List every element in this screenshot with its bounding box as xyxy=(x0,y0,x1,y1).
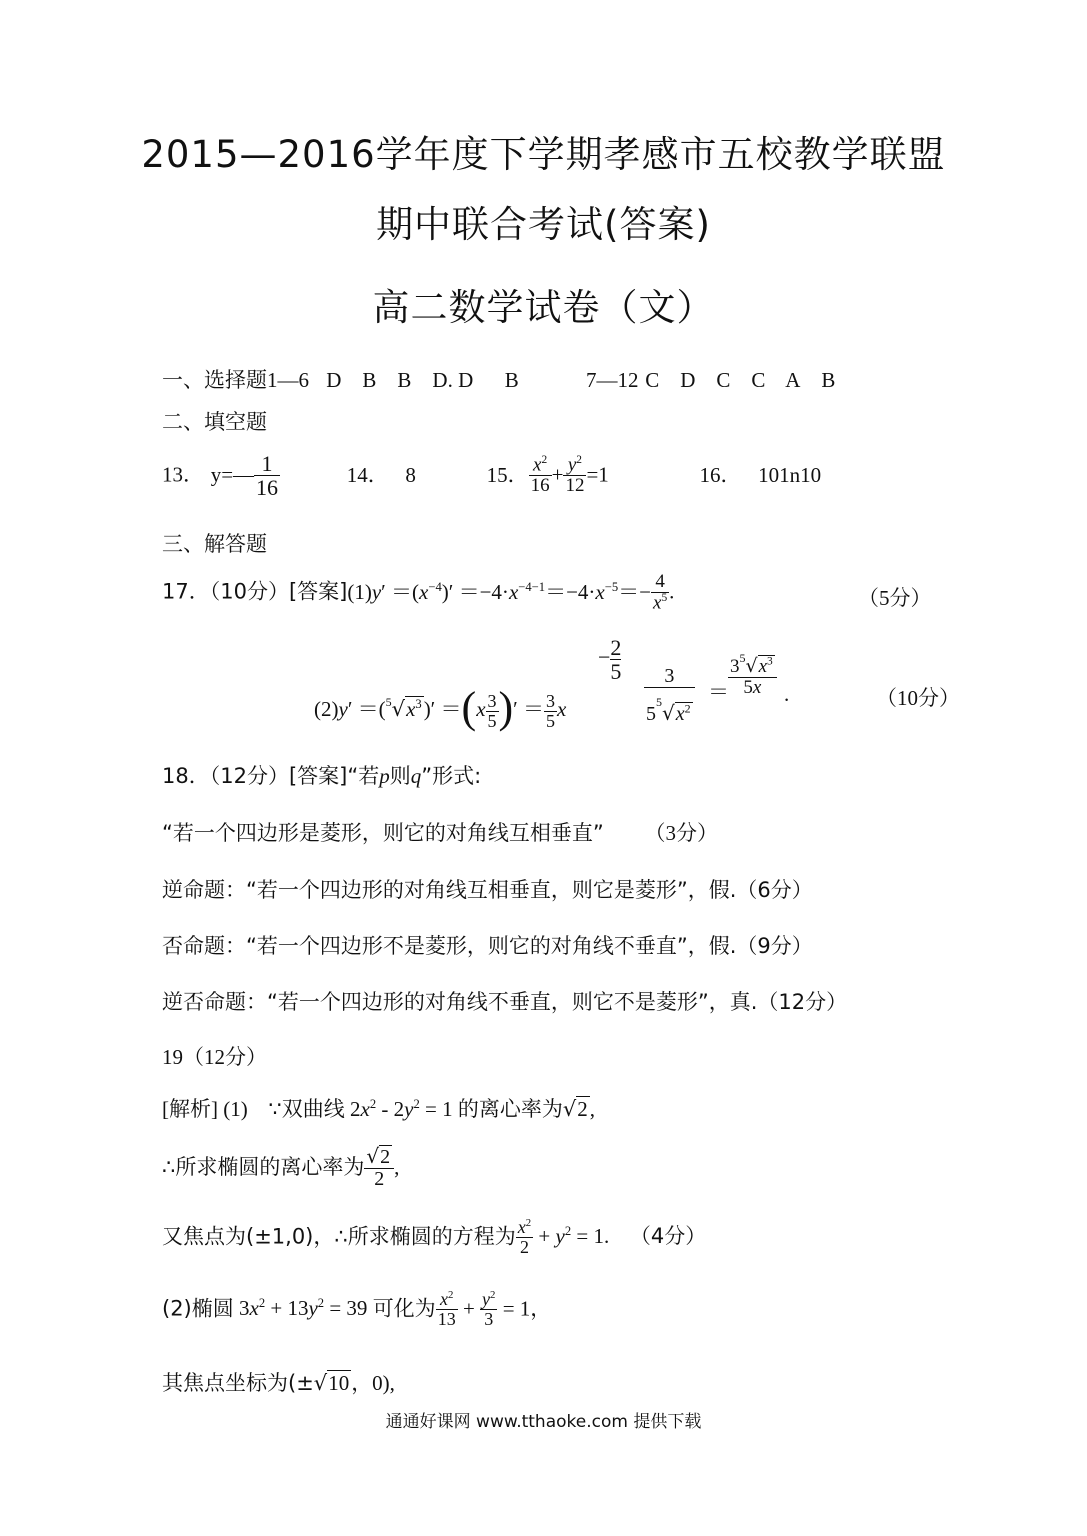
q18-original: “若一个四边形是菱形，则它的对角线互相垂直” （3分） xyxy=(162,821,718,845)
q18-original-score: （3分） xyxy=(644,821,718,845)
q19-label: 19（12分） xyxy=(162,1045,267,1069)
q19-analysis: [解析] (1) xyxy=(162,1097,248,1121)
title-line-3: 高二数学试卷（文） xyxy=(372,286,715,329)
q13-label: 13． xyxy=(162,462,204,487)
q19-line-1: [解析] (1) ∵双曲线 $2x^2 - 2y^2 = 1$ 的离心率为√2, xyxy=(162,1097,596,1121)
q19-line-3: 又焦点为(±1,0)，∴所求椭圆的方程为 $\frac{x^2}{2}$ + $y^2 = 1$. （4分） xyxy=(162,1217,707,1257)
q17-equals: ＝ xyxy=(708,680,729,704)
section1-heading: 一、选择题 xyxy=(162,368,267,392)
range-b: 7—12 xyxy=(586,368,639,392)
q17-label: 17．（10分）[答案] xyxy=(162,579,348,604)
q19-line-2: ∴所求椭圆的离心率为 $\frac{√2}{2}$ , xyxy=(162,1144,400,1190)
q18-converse: 逆命题：“若一个四边形的对角线互相垂直，则它是菱形”，假.（6分） xyxy=(162,878,813,902)
section3-heading: 三、解答题 xyxy=(162,532,267,556)
q17-part1: 17．（10分）[答案]$(1)y' =(x^{-4})' =-4\cdot x^{-4-1}=-4\cdot x^{-5}=-$ $\frac{4}{x^5}$ . xyxy=(162,571,675,614)
q13-fraction: $\frac{1}{16}$ xyxy=(256,451,279,501)
q18-intro: 18．（12分）[答案]“若p则q”形式: xyxy=(162,764,482,788)
q19-line-4: (2)椭圆 $3x^2 + 13y^2 = 39$ 可化为 $\frac{x^2}{13}$ + $\frac{y^2}{3}$ = 1， xyxy=(162,1289,552,1329)
q15-label: 15． xyxy=(486,462,529,487)
q15-fraction-1: $\frac{x^2}{16}$ xyxy=(530,453,550,497)
q18-label: 18．（12分）[答案] xyxy=(162,764,348,788)
q15-rhs: =1 xyxy=(586,462,609,487)
q13-prefix: y=— xyxy=(210,462,255,487)
q19-line-5: 其焦点坐标为(±√10，0), xyxy=(162,1371,395,1395)
q17-fraction-b: $\frac{3^5√x^3}{5x}$ xyxy=(728,652,777,698)
q17-part1-formula: $(1)y' =(x^{-4})' =-4\cdot x^{-4-1}=-4\cdot x^{-5}=-$ xyxy=(347,579,651,604)
q15-fraction-2: $\frac{y^2}{12}$ xyxy=(565,453,585,497)
q17-part1-score: （5分） xyxy=(858,586,932,610)
multiple-choice-answers xyxy=(162,364,835,394)
answers-a: D B B D. D B xyxy=(326,368,519,392)
q17-part1-fraction: $\frac{4}{x^5}$ xyxy=(653,571,668,614)
q18-contrapositive: 逆否命题：“若一个四边形的对角线不垂直，则它不是菱形”，真.（12分） xyxy=(162,990,848,1014)
range-a: 1—6 xyxy=(267,368,309,392)
title-line-1: 2015—2016学年度下学期孝感市五校教学联盟 xyxy=(141,133,946,176)
footer-credit: 通通好课网 www.tthaoke.com 提供下载 xyxy=(385,1412,702,1432)
q19-ellipse-fraction: $\frac{x^2}{2}$ xyxy=(517,1217,532,1257)
q19-eccentricity-fraction: $\frac{√2}{2}$ xyxy=(364,1146,394,1190)
q16-answer: 101n10 xyxy=(758,462,822,487)
q17-fraction-a: $\frac{3}{5^5√x^2}$ xyxy=(644,666,695,725)
section2-heading: 二、填空题 xyxy=(162,410,267,434)
title-line-2: 期中联合考试(答案) xyxy=(376,203,711,246)
q17-exponent: − $\frac{2}{5}$ xyxy=(598,635,622,685)
q16-label: 16． xyxy=(699,462,742,487)
q17-part2-left: $(2)y' =(^5√x^3)' =(x$ $\frac{3}{5}$ )′ ＝ $\frac{3}{5}$ x xyxy=(314,683,567,732)
q14-label: 14． xyxy=(346,462,389,487)
fill-in-answers: 13． y=— $\frac{1}{16}$ 14． 8 15． $\frac{x^2}{16}$ + $\frac{y^2}{12}$ =1 16． 101n10 xyxy=(162,451,822,501)
q19-fraction-y: $\frac{y^2}{3}$ xyxy=(482,1289,496,1329)
q14-answer: 8 xyxy=(405,462,416,487)
q19-fraction-x: $\frac{x^2}{13}$ xyxy=(437,1289,456,1329)
q17-part2-score: （10分） xyxy=(876,686,960,710)
q18-inverse: 否命题：“若一个四边形不是菱形，则它的对角线不垂直”，假.（9分） xyxy=(162,934,813,958)
q19-part1-score: （4分） xyxy=(629,1224,707,1249)
answers-b: C D C C A B xyxy=(645,368,836,392)
